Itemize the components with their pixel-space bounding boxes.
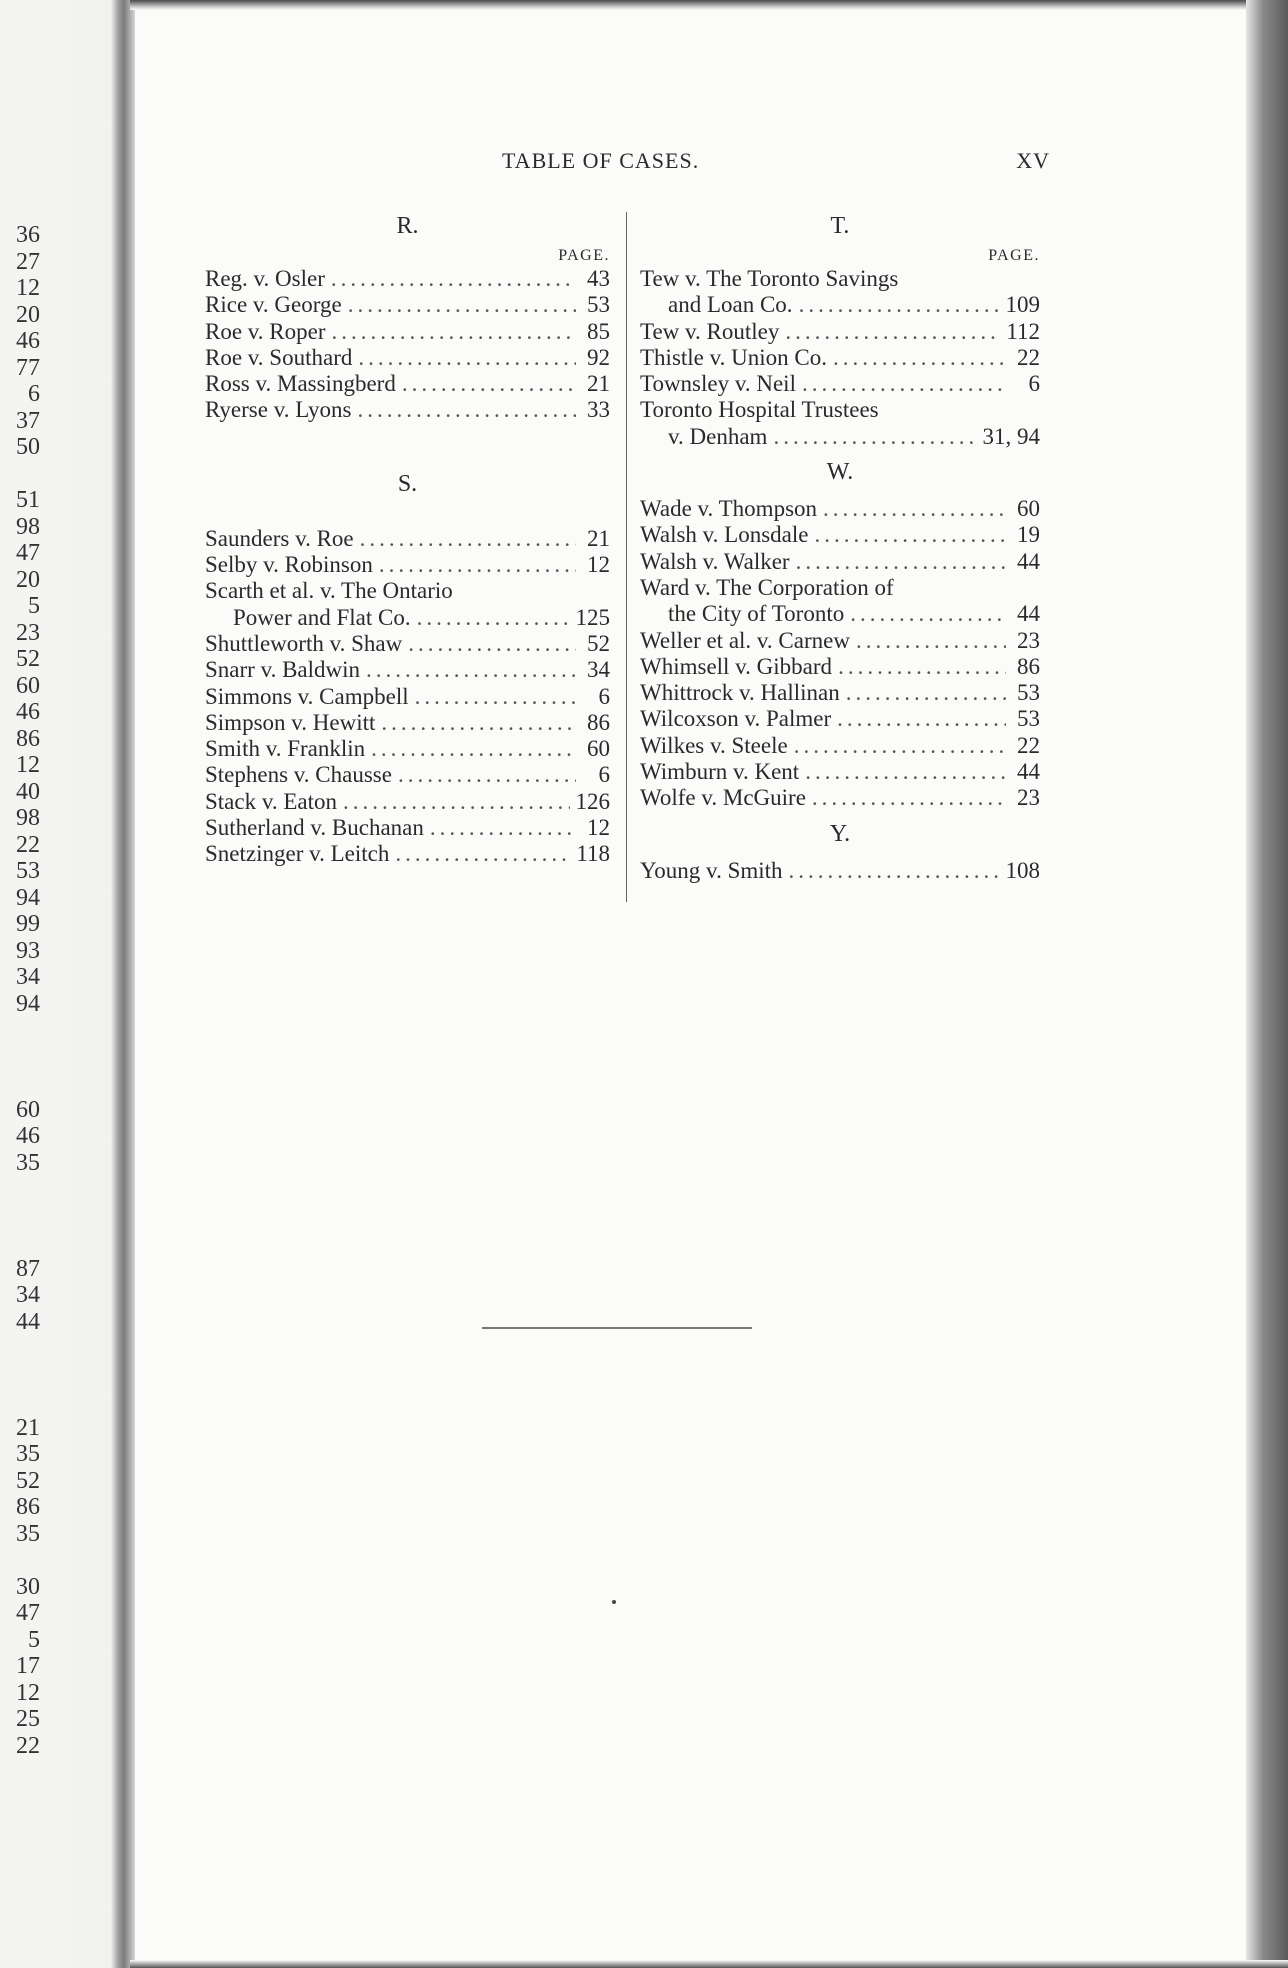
case-page-number: 52 bbox=[587, 630, 610, 656]
case-page-number: 6 bbox=[598, 683, 610, 709]
facing-page-number: 12 bbox=[16, 752, 40, 778]
dot-leader bbox=[381, 710, 576, 736]
case-entry bbox=[640, 759, 1040, 785]
section-t bbox=[640, 210, 1040, 450]
page-column-label: PAGE. bbox=[988, 247, 1040, 264]
case-name: Walsh v. Lonsdale bbox=[640, 522, 809, 548]
case-page-number: 85 bbox=[587, 318, 610, 344]
dot-leader bbox=[360, 526, 576, 552]
dot-leader bbox=[371, 736, 576, 762]
case-page-number: 23 bbox=[1017, 785, 1040, 811]
page-top-shadow bbox=[130, 0, 1250, 10]
facing-page-number: 30 bbox=[16, 1573, 40, 1600]
case-name: Whimsell v. Gibbard bbox=[640, 653, 833, 679]
case-page-number: 92 bbox=[587, 344, 610, 370]
case-entry bbox=[640, 680, 1040, 706]
facing-page-number: 60 bbox=[16, 1096, 40, 1123]
facing-page-number: 17 bbox=[16, 1653, 40, 1679]
dot-leader bbox=[785, 319, 1000, 345]
case-entry bbox=[640, 628, 1040, 654]
facing-page-number: 99 bbox=[16, 911, 40, 937]
facing-page-number bbox=[0, 1362, 40, 1389]
case-name: Stack v. Eaton bbox=[205, 788, 338, 814]
facing-page-number: 37 bbox=[16, 407, 40, 434]
facing-page-number: 94 bbox=[16, 884, 40, 911]
case-entry bbox=[205, 319, 610, 345]
dot-leader bbox=[379, 552, 576, 578]
facing-page-number bbox=[0, 1044, 40, 1071]
facing-page-number: 12 bbox=[16, 275, 40, 301]
facing-page-number: 98 bbox=[16, 805, 40, 831]
dot-leader bbox=[814, 522, 1006, 548]
case-entry bbox=[205, 841, 610, 867]
case-entry bbox=[205, 657, 610, 683]
spine-lettering bbox=[1246, 860, 1270, 1180]
case-name: Whittrock v. Hallinan bbox=[640, 680, 840, 706]
case-name: Simmons v. Campbell bbox=[205, 683, 409, 709]
facing-page-number: 87 bbox=[16, 1255, 40, 1282]
case-name: Snarr v. Baldwin bbox=[205, 657, 361, 683]
case-entry bbox=[640, 522, 1040, 548]
facing-page-number bbox=[0, 1203, 40, 1230]
case-name: v. Denham bbox=[668, 423, 768, 449]
case-page-number: 53 bbox=[1017, 706, 1040, 732]
facing-page-number bbox=[0, 1070, 40, 1097]
section-letter: W. bbox=[826, 459, 854, 486]
case-entry bbox=[205, 631, 610, 657]
case-entry bbox=[205, 578, 610, 631]
case-list bbox=[205, 266, 610, 424]
dot-leader bbox=[417, 605, 570, 631]
case-page-number: 19 bbox=[1017, 522, 1040, 548]
facing-page-number: 44 bbox=[16, 1308, 40, 1335]
case-page-number: 12 bbox=[587, 815, 610, 841]
case-name: Stephens v. Chausse bbox=[205, 762, 392, 788]
dot-leader bbox=[805, 759, 1006, 785]
case-name: Wolfe v. McGuire bbox=[640, 785, 806, 811]
dot-leader bbox=[812, 785, 1006, 811]
case-entry bbox=[205, 762, 610, 788]
case-entry bbox=[205, 345, 610, 371]
facing-page-number: 94 bbox=[16, 990, 40, 1017]
facing-page-number: 21 bbox=[16, 1414, 40, 1441]
page-bottom-shadow bbox=[130, 1960, 1288, 1968]
case-page-number: 22 bbox=[1017, 732, 1040, 758]
dot-leader bbox=[773, 424, 976, 450]
facing-page-number: 22 bbox=[16, 1732, 40, 1759]
section-s bbox=[205, 468, 610, 868]
dot-leader bbox=[823, 496, 1006, 522]
case-entry bbox=[640, 654, 1040, 680]
case-page-number: 34 bbox=[587, 657, 610, 683]
case-page-number: 21 bbox=[587, 525, 610, 551]
case-name: Sutherland v. Buchanan bbox=[205, 815, 424, 841]
case-page-number: 53 bbox=[587, 292, 610, 318]
column-divider bbox=[626, 212, 627, 902]
facing-page-number: 35 bbox=[16, 1441, 40, 1467]
case-name: Wade v. Thompson bbox=[640, 496, 818, 522]
facing-page-number: 46 bbox=[16, 1123, 40, 1149]
section-letter: S. bbox=[397, 470, 418, 497]
dot-leader bbox=[796, 549, 1006, 575]
case-name: Rice v. George bbox=[205, 292, 342, 318]
dot-leader bbox=[408, 631, 576, 657]
case-name: Roe v. Roper bbox=[205, 318, 326, 344]
case-name: Weller et al. v. Carnew bbox=[640, 627, 850, 653]
case-list bbox=[205, 526, 610, 868]
case-page-number: 60 bbox=[587, 736, 610, 762]
facing-page-number: 36 bbox=[16, 222, 40, 248]
case-page-number: 23 bbox=[1017, 627, 1040, 653]
case-page-number: 43 bbox=[587, 266, 610, 291]
dot-leader bbox=[395, 841, 570, 867]
section-letter: Y. bbox=[829, 820, 851, 847]
section-r bbox=[205, 210, 610, 424]
case-name: Ryerse v. Lyons bbox=[205, 397, 352, 423]
case-name: and Loan Co. bbox=[668, 292, 793, 318]
case-entry bbox=[640, 575, 1040, 628]
case-list bbox=[640, 496, 1040, 812]
case-name: Thistle v. Union Co. bbox=[640, 344, 827, 370]
case-name-line: Scarth et al. v. The Ontario bbox=[205, 578, 453, 604]
facing-page-number: 20 bbox=[16, 301, 40, 328]
case-page-number: 86 bbox=[587, 709, 610, 735]
dot-leader bbox=[794, 733, 1006, 759]
case-entry bbox=[205, 710, 610, 736]
left-column bbox=[205, 210, 610, 868]
dot-leader bbox=[799, 292, 1000, 318]
facing-page-number: 52 bbox=[16, 646, 40, 672]
dot-leader bbox=[856, 628, 1006, 654]
dot-leader bbox=[415, 684, 576, 710]
facing-page-number: 40 bbox=[16, 778, 40, 805]
page-title: TABLE OF CASES. bbox=[502, 148, 700, 173]
case-name: Walsh v. Walker bbox=[640, 548, 790, 574]
dot-leader bbox=[846, 680, 1006, 706]
case-entry bbox=[205, 397, 610, 423]
case-entry bbox=[205, 552, 610, 578]
facing-page-number bbox=[0, 461, 40, 488]
case-page-number: 108 bbox=[1005, 857, 1040, 883]
end-rule bbox=[482, 1327, 752, 1329]
case-name: Wilkes v. Steele bbox=[640, 732, 788, 758]
case-page-number: 112 bbox=[1006, 318, 1040, 344]
facing-page-number: 47 bbox=[16, 540, 40, 566]
case-name: Selby v. Robinson bbox=[205, 552, 373, 578]
dot-leader bbox=[331, 266, 576, 292]
facing-page-number: 35 bbox=[16, 1520, 40, 1547]
case-entry bbox=[205, 292, 610, 318]
dot-leader bbox=[789, 858, 1000, 884]
case-entry bbox=[640, 496, 1040, 522]
case-name: Young v. Smith bbox=[640, 857, 783, 883]
case-entry bbox=[205, 526, 610, 552]
facing-page-number: 5 bbox=[28, 593, 40, 619]
section-letter: T. bbox=[830, 213, 850, 239]
facing-page-number: 46 bbox=[16, 328, 40, 354]
case-name: Wilcoxson v. Palmer bbox=[640, 706, 832, 732]
facing-page-number: 22 bbox=[16, 831, 40, 858]
case-name: Saunders v. Roe bbox=[205, 525, 354, 551]
case-name: Simpson v. Hewitt bbox=[205, 709, 376, 735]
case-page-number: 125 bbox=[575, 604, 610, 630]
case-page-number: 6 bbox=[598, 762, 610, 788]
case-entry bbox=[640, 266, 1040, 319]
ink-speck bbox=[612, 1600, 616, 1604]
case-entry bbox=[640, 371, 1040, 397]
case-name: Snetzinger v. Leitch bbox=[205, 841, 390, 867]
facing-page-number: 27 bbox=[16, 248, 40, 275]
facing-page-number bbox=[0, 1388, 40, 1415]
case-page-number: 6 bbox=[1028, 371, 1040, 397]
page-folio: XV bbox=[1016, 148, 1050, 173]
facing-page-number: 34 bbox=[16, 964, 40, 990]
case-page-number: 44 bbox=[1017, 601, 1040, 627]
case-entry bbox=[640, 397, 1040, 450]
dot-leader bbox=[430, 815, 576, 841]
facing-page-number: 5 bbox=[28, 1626, 40, 1653]
dot-leader bbox=[402, 371, 576, 397]
dot-leader bbox=[366, 657, 576, 683]
facing-page-number: 98 bbox=[16, 513, 40, 540]
dot-leader bbox=[348, 292, 576, 318]
facing-page-number bbox=[0, 1229, 40, 1256]
case-page-number: 53 bbox=[1017, 680, 1040, 706]
case-name: Townsley v. Neil bbox=[640, 371, 796, 397]
case-list bbox=[640, 858, 1040, 884]
case-name: Shuttleworth v. Shaw bbox=[205, 630, 403, 656]
facing-page-number: 86 bbox=[16, 725, 40, 752]
dot-leader bbox=[802, 371, 1006, 397]
case-page-number: 21 bbox=[587, 371, 610, 397]
case-page-number: 86 bbox=[1017, 653, 1040, 679]
section-w bbox=[640, 456, 1040, 812]
case-page-number: 33 bbox=[587, 397, 610, 423]
case-entry bbox=[640, 345, 1040, 371]
case-page-number: 22 bbox=[1017, 344, 1040, 370]
facing-page-number: 6 bbox=[28, 381, 40, 407]
facing-page-number bbox=[0, 1176, 40, 1203]
case-entry bbox=[640, 785, 1040, 811]
facing-page-number: 50 bbox=[16, 434, 40, 460]
case-name: Ross v. Massingberd bbox=[205, 371, 396, 397]
facing-page-number: 34 bbox=[16, 1282, 40, 1308]
case-page-number: 109 bbox=[1005, 292, 1040, 318]
dot-leader bbox=[837, 706, 1006, 732]
dot-leader bbox=[850, 601, 1006, 627]
case-entry bbox=[205, 815, 610, 841]
facing-page-number: 77 bbox=[16, 354, 40, 381]
facing-page-number bbox=[0, 1017, 40, 1044]
facing-page-number: 23 bbox=[16, 619, 40, 646]
case-entry bbox=[640, 549, 1040, 575]
facing-page-number: 47 bbox=[16, 1600, 40, 1626]
case-entry bbox=[640, 858, 1040, 884]
section-letter: R. bbox=[396, 213, 419, 239]
case-page-number: 118 bbox=[576, 841, 610, 867]
right-column bbox=[640, 210, 1040, 884]
dot-leader bbox=[357, 397, 576, 423]
case-page-number: 44 bbox=[1017, 548, 1040, 574]
case-name: Smith v. Franklin bbox=[205, 736, 366, 762]
dot-leader bbox=[358, 345, 576, 371]
page-column-label: PAGE. bbox=[558, 247, 610, 264]
case-entry bbox=[205, 789, 610, 815]
case-page-number: 126 bbox=[575, 788, 610, 814]
case-name: Reg. v. Osler bbox=[205, 266, 325, 291]
case-name-line: Ward v. The Corporation of bbox=[640, 574, 894, 600]
case-entry bbox=[640, 733, 1040, 759]
case-name: Roe v. Southard bbox=[205, 344, 353, 370]
dot-leader bbox=[838, 654, 1006, 680]
dot-leader bbox=[332, 319, 576, 345]
dot-leader bbox=[343, 789, 569, 815]
case-page-number: 31, 94 bbox=[982, 423, 1040, 449]
case-entry bbox=[205, 266, 610, 292]
section-y bbox=[640, 818, 1040, 884]
case-entry bbox=[205, 736, 610, 762]
facing-page-number: 20 bbox=[16, 566, 40, 593]
case-page-number: 12 bbox=[587, 552, 610, 578]
facing-page-number: 25 bbox=[16, 1706, 40, 1732]
case-name: Wimburn v. Kent bbox=[640, 759, 800, 785]
case-name: the City of Toronto bbox=[668, 601, 845, 627]
facing-page-numbers bbox=[0, 222, 40, 1759]
case-list bbox=[640, 266, 1040, 450]
facing-page-number bbox=[0, 1335, 40, 1362]
case-name-line: Tew v. The Toronto Savings bbox=[640, 266, 899, 291]
facing-page-number: 93 bbox=[16, 937, 40, 964]
case-entry bbox=[640, 319, 1040, 345]
case-page-number: 60 bbox=[1017, 496, 1040, 522]
case-page-number: 44 bbox=[1017, 759, 1040, 785]
facing-page-number: 52 bbox=[16, 1467, 40, 1494]
running-header bbox=[200, 148, 1050, 178]
case-entry bbox=[640, 706, 1040, 732]
facing-page-number: 60 bbox=[16, 672, 40, 699]
facing-page-number bbox=[0, 1547, 40, 1574]
case-name: Power and Flat Co. bbox=[233, 604, 411, 630]
facing-page-number: 53 bbox=[16, 858, 40, 884]
facing-page-number: 12 bbox=[16, 1679, 40, 1706]
case-entry bbox=[205, 371, 610, 397]
dot-leader bbox=[833, 345, 1006, 371]
facing-page-number: 51 bbox=[16, 487, 40, 513]
facing-page-number: 46 bbox=[16, 699, 40, 725]
dot-leader bbox=[398, 762, 576, 788]
case-entry bbox=[205, 684, 610, 710]
case-name-line: Toronto Hospital Trustees bbox=[640, 397, 879, 423]
case-name: Tew v. Routley bbox=[640, 318, 780, 344]
facing-page-number: 35 bbox=[16, 1149, 40, 1176]
facing-page-number: 86 bbox=[16, 1494, 40, 1520]
